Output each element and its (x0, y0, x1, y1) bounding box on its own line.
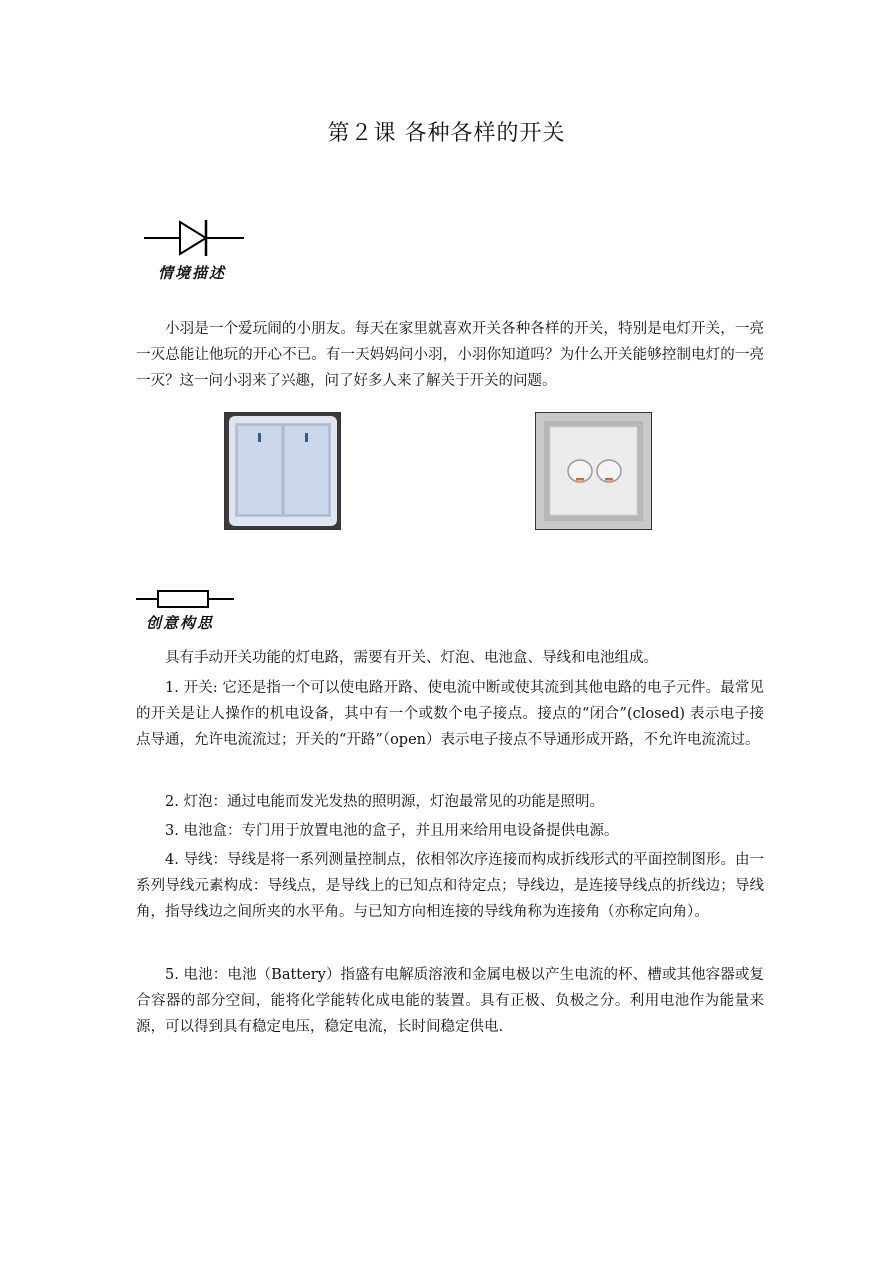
design-paragraph-switch: 1. 开关: 它还是指一个可以使电路开路、使电流中断或使其流到其他电路的电子元件。最常见的开关是让人操作的机电设备，其中有一个或数个电子接点。接点的“闭合”(closed) 表示电子接点导通，允许电流流过；开关的“开路”（open）表示电子接点不导通形成开路，不允许电流流过。 (136, 680, 764, 748)
design-paragraph-intro: 具有手动开关功能的灯电路，需要有开关、灯泡、电池盒、导线和电池组成。 (165, 650, 658, 666)
design-paragraph-battery: 5. 电池：电池（Battery）指盛有电解质溶液和金属电极以产生电流的杯、槽或其他容器或复合容器的部分空间，能将化学能转化成电能的装置。具有正极、负极之分。利用电池作为能量来源，可以得到具有稳定电压，稳定电流，长时间稳定供电. (136, 967, 764, 1035)
scenario-paragraph: 小羽是一个爱玩闹的小朋友。每天在家里就喜欢开关各种各样的开关，特别是电灯开关，一亮一灭总能让他玩的开心不已。有一天妈妈问小羽，小羽你知道吗？为什么开关能够控制电灯的一亮一灭？这一问小羽来了兴趣，问了好多人来了解关于开关的问题。 (136, 321, 764, 389)
twin-push-button-switch-photo (535, 412, 652, 530)
design-paragraph-bulb: 2. 灯泡：通过电能而发光发热的照明源，灯泡最常见的功能是照明。 (165, 794, 604, 810)
section-label-scenario: 情境描述 (158, 264, 227, 282)
resistor-symbol-icon (134, 586, 236, 612)
two-gang-rocker-switch-photo (224, 412, 341, 530)
design-paragraph-wire: 4. 导线：导线是将一系列测量控制点，依相邻次序连接而构成折线形式的平面控制图形。由一系列导线元素构成：导线点，是导线上的已知点和待定点；导线边，是连接导线点的折线边；导线角，指导线边之间所夹的水平角。与已知方向相连接的导线角称为连接角（亦称定向角）。 (136, 852, 764, 920)
diode-symbol-icon (140, 216, 250, 262)
page-title: 第２课 各种各样的开关 (327, 121, 566, 146)
section-label-design: 创意构思 (146, 614, 215, 632)
design-paragraph-battery-box: 3. 电池盒：专门用于放置电池的盒子，并且用来给用电设备提供电源。 (165, 823, 619, 839)
